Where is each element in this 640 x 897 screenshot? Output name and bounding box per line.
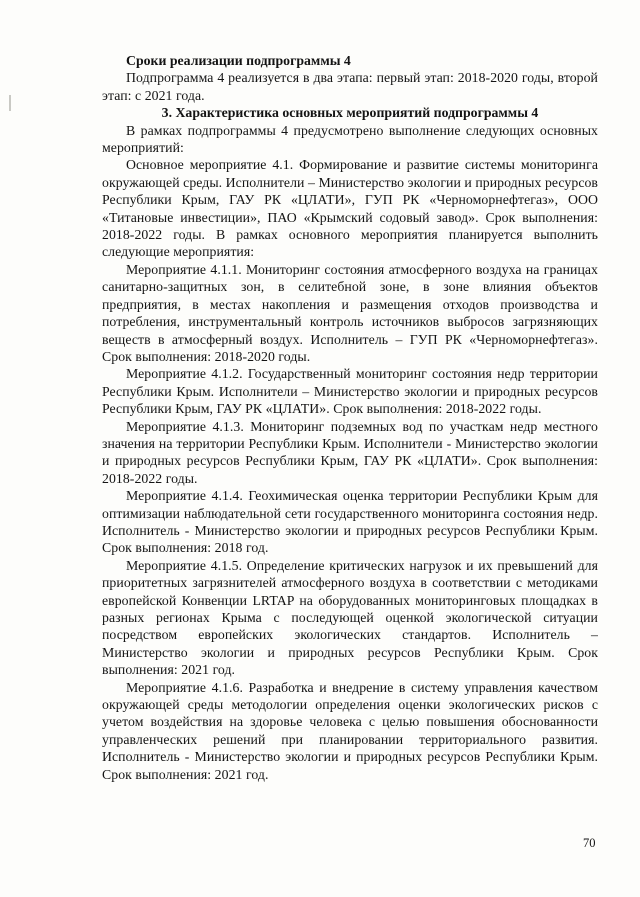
paragraph-activity-4-1: Основное мероприятие 4.1. Формирование и развитие системы мониторинга окружающей среды. Исполнители – Министерство экологии и природных ресурсов Республики Крым, ГАУ РК «ЦЛАТИ», ГУП РК «Черноморнефтегаз», ООО «Титановые инвестиции», ПАО «Крымский содовый завод». Срок выполнения: 2018-2022 годы. В рамках основного мероприятия планируется выполнить следующие мероприятия: (102, 157, 598, 260)
paragraph-activity-4-1-1: Мероприятие 4.1.1. Мониторинг состояния атмосферного воздуха на границах санитарно-защитных зон, в селитебной зоне, в зоне влияния объектов предприятия, в местах накопления и размещения отходов производства и потребления, инструментальный контроль источников выбросов загрязняющих веществ в атмосферный воздух. Исполнитель – ГУП РК «Черноморнефтегаз». Срок выполнения: 2018-2020 годы. (102, 261, 598, 364)
paragraph-activity-4-1-3: Мероприятие 4.1.3. Мониторинг подземных вод по участкам недр местного значения на территории Республики Крым. Исполнители - Министерство экологии и природных ресурсов Республики Крым, ГАУ РК «ЦЛАТИ». Срок выполнения: 2018-2022 годы. (102, 418, 598, 486)
paragraph-activity-4-1-6: Мероприятие 4.1.6. Разработка и внедрение в систему управления качеством окружающей среды методологии определения оценки экологических рисков с учетом воздействия на здоровье человека с целью повышения обоснованности управленческих решений при планировании территориального развития. Исполнитель - Министерство экологии и природных ресурсов Республики Крым. Срок выполнения: 2021 год. (102, 679, 598, 782)
paragraph-activity-4-1-5: Мероприятие 4.1.5. Определение критических нагрузок и их превышений для приоритетных загрязнителей атмосферного воздуха в соответствии с методиками европейской Конвенции LRTAP на оборудованных мониторинговых площадках в разных регионах Крыма с последующей оценкой экологической ситуации посредством европейских экологических стандартов. Исполнитель – Министерство экологии и природных ресурсов Республики Крым. Срок выполнения: 2021 год. (102, 557, 598, 678)
scan-artifact (9, 95, 11, 111)
paragraph-intro: В рамках подпрограммы 4 предусмотрено выполнение следующих основных мероприятий: (102, 122, 598, 156)
section-heading-activities: 3. Характеристика основных мероприятий подпрограммы 4 (161, 105, 539, 121)
page-number: 70 (583, 836, 596, 850)
paragraph-activity-4-1-4: Мероприятие 4.1.4. Геохимическая оценка территории Республики Крым для оптимизации наблюдательной сети государственного мониторинга состояния недр. Исполнитель - Министерство экологии и природных ресурсов Республики Крым. Срок выполнения: 2018 год. (102, 488, 598, 556)
section-heading-timeline: Сроки реализации подпрограммы 4 (126, 53, 351, 68)
paragraph-timeline: Подпрограмма 4 реализуется в два этапа: первый этап: 2018-2020 годы, второй этап: с 2021 года. (102, 70, 598, 103)
document-body (102, 52, 598, 783)
paragraph-activity-4-1-2: Мероприятие 4.1.2. Государственный мониторинг состояния недр территории Республики Крым. Исполнители – Министерство экологии и природных ресурсов Республики Крым, ГАУ РК «ЦЛАТИ». Срок выполнения: 2018-2022 годы. (102, 366, 598, 417)
